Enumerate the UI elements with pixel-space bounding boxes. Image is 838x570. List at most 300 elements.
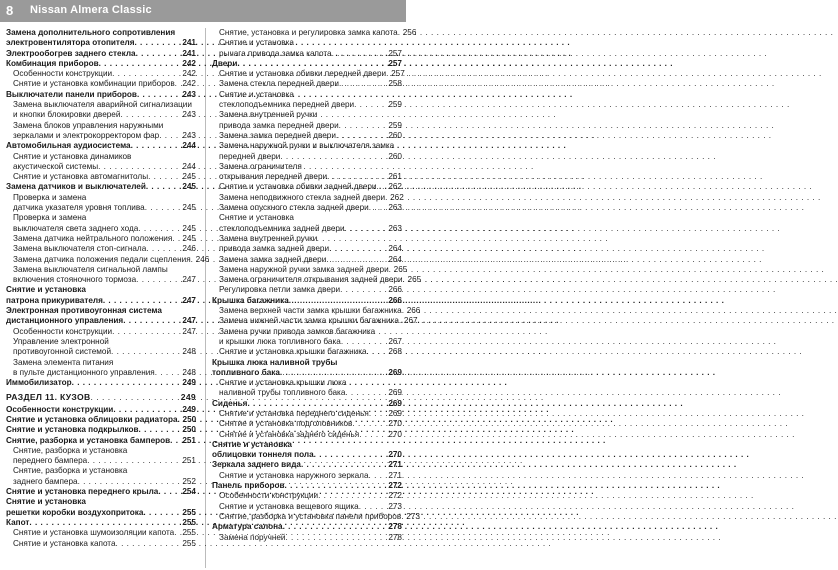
toc-leader-dots: [318, 491, 387, 501]
toc-leader-dots: [314, 450, 388, 460]
toc-page-number: 243: [182, 110, 196, 120]
toc-leader-dots: [326, 255, 387, 265]
toc-page-number: 242: [182, 79, 196, 89]
toc-page-number: 269: [388, 398, 402, 408]
toc-entry-title: Панель приборов: [212, 481, 285, 491]
toc-entry[interactable]: [212, 316, 418, 326]
toc-entry-title: Снятие и установка заднего сиденья: [219, 429, 360, 439]
toc-page-number: 278: [388, 532, 402, 542]
toc-entry-title: электровентилятора отопителя: [6, 38, 135, 48]
toc-entry-title: Замена датчика нейтрального положения: [13, 233, 173, 243]
toc-entry[interactable]: [212, 306, 421, 316]
toc-leader-dots: [237, 59, 387, 69]
toc-entry[interactable]: [212, 79, 402, 89]
toc-entry-line: Снятие и установка: [219, 213, 294, 223]
toc-entry-line: Проверка и замена: [13, 213, 87, 223]
toc-page-number: 247: [182, 275, 196, 285]
toc-page-number: 255: [182, 528, 196, 538]
toc-entry-line: Замена блоков управления наружными: [13, 120, 164, 130]
toc-entry-title: Электрообогрев заднего стекла: [6, 48, 136, 58]
toc-entry-line: Замена дополнительного сопротивления: [6, 28, 176, 37]
toc-leader-dots: [369, 471, 388, 481]
toc-entry[interactable]: [212, 182, 402, 192]
toc-page-number: 247: [182, 326, 196, 336]
toc-leader-dots: [174, 528, 181, 538]
toc-entry[interactable]: [6, 477, 196, 487]
toc-leader-dots: [341, 337, 388, 347]
toc-entry[interactable]: [6, 49, 196, 59]
toc-entry[interactable]: [212, 152, 402, 162]
toc-entry-title: облицовки тоннеля пола: [212, 450, 314, 460]
toc-entry-title: зеркалами и электрокорректором фар: [13, 130, 160, 140]
toc-page-number: 264: [388, 254, 402, 264]
toc-entry[interactable]: [6, 347, 196, 357]
toc-page-number: 248: [182, 347, 196, 357]
toc-page-number: 265: [407, 275, 422, 285]
toc-leader-dots: [143, 508, 181, 518]
toc-page-number: 254: [182, 487, 196, 497]
toc-page-number: 245: [182, 223, 196, 233]
toc-entry[interactable]: [212, 255, 402, 265]
toc-page-number: 271: [388, 470, 402, 480]
toc-entry-title: Замена верхней части замка крышки багажника: [219, 306, 402, 316]
toc-leader-dots: [139, 425, 182, 435]
toc-entry[interactable]: [6, 425, 196, 435]
toc-page-number: 250: [182, 425, 196, 435]
toc-entry-title: патрона прикуривателя: [6, 295, 103, 305]
toc-leader-dots: [339, 121, 388, 131]
toc-page-number: 266: [406, 306, 421, 316]
toc-entry[interactable]: [212, 121, 402, 131]
toc-entry-title: Особенности конструкции: [6, 404, 114, 414]
toc-entry-title: Снятие и установка комбинации приборов: [13, 79, 175, 89]
toc-entry[interactable]: [212, 511, 420, 522]
toc-leader-dots: [148, 172, 181, 182]
toc-entry-line: Снятие и установка крышки люка: [219, 378, 347, 388]
toc-entry-title: Капот: [6, 517, 30, 527]
toc-page-number: 250: [182, 414, 197, 424]
toc-page-number: 272: [388, 491, 402, 501]
toc-entry-line: Снятие и установка: [6, 497, 86, 507]
toc-entry-title: привода замка передней двери: [219, 120, 339, 130]
toc-page-number: 263: [388, 223, 402, 233]
toc-entry[interactable]: [212, 368, 402, 378]
toc-leader-dots: [286, 533, 388, 543]
toc-entry[interactable]: [212, 172, 402, 182]
toc-entry[interactable]: [212, 388, 402, 398]
toc-entry-title: Сиденья: [212, 398, 248, 408]
toc-entry-line: Снятие и установка: [212, 439, 292, 449]
toc-entry-title: Снятие и установка подголовников: [219, 419, 353, 429]
toc-page-number: 264: [388, 244, 402, 254]
toc-entry[interactable]: [6, 368, 196, 378]
toc-entry-title: Замена замка передней двери: [219, 130, 336, 140]
toc-entry-title: Снятие и установка капота: [13, 538, 116, 548]
toc-leader-dots: [134, 38, 181, 48]
toc-page-number: 262: [390, 192, 404, 202]
toc-entry-title: Двери: [212, 58, 238, 68]
toc-leader-dots: [359, 430, 387, 440]
toc-entry-title: РАЗДЕЛ 11. КУЗОВ: [6, 392, 91, 403]
toc-entry[interactable]: [6, 378, 196, 388]
toc-entry-title: Иммобилизатор: [6, 378, 72, 388]
toc-entry[interactable]: [6, 405, 196, 415]
toc-entry-title: включения стояночного тормоза: [13, 275, 137, 285]
toc-entry[interactable]: [212, 460, 402, 470]
toc-entry[interactable]: [212, 285, 402, 295]
toc-entry-line: Снятие, разборка и установка: [13, 466, 128, 476]
toc-leader-dots: [90, 392, 179, 402]
toc-leader-dots: [112, 327, 181, 337]
toc-entry[interactable]: [6, 59, 196, 69]
toc-entry-title: переднего бампера: [13, 456, 88, 466]
toc-page-number: 273: [406, 511, 420, 521]
toc-leader-dots: [170, 436, 181, 446]
toc-leader-dots: [29, 518, 181, 528]
toc-entry-title: Регулировка петли замка двери: [219, 285, 341, 295]
toc-page-number: 272: [388, 481, 402, 491]
toc-page-number: 259: [388, 100, 402, 110]
toc-leader-dots: [113, 405, 181, 415]
toc-entry[interactable]: [212, 533, 402, 543]
toc-leader-dots: [369, 203, 388, 213]
toc-leader-dots: [136, 275, 181, 285]
toc-entry-title: открывания передней двери: [219, 172, 328, 182]
toc-entry[interactable]: [6, 234, 196, 244]
toc-entry-title: и кнопки блокировки дверей: [13, 110, 121, 120]
toc-leader-dots: [280, 152, 387, 162]
book-title: Nissan Almera Classic: [30, 4, 152, 16]
toc-entry[interactable]: [212, 224, 402, 234]
toc-left-column: [6, 28, 210, 549]
toc-entry-line: Проверка и замена: [13, 192, 87, 202]
toc-entry-line: Замена ограничителя: [219, 161, 302, 171]
toc-entry-title: Снятие и установка шумоизоляции капота: [13, 528, 175, 538]
toc-page-number: 271: [388, 460, 402, 470]
toc-page-number: 278: [388, 522, 402, 532]
toc-entry[interactable]: [212, 264, 408, 275]
toc-leader-dots: [377, 182, 388, 192]
toc-leader-dots: [120, 110, 181, 120]
toc-page-number: 251: [182, 435, 196, 445]
toc-entry-title: стеклоподъемника задней двери: [219, 223, 345, 233]
toc-leader-dots: [285, 481, 388, 491]
toc-entry-title: Выключатели панели приборов: [6, 89, 137, 99]
toc-page-number: 241: [182, 38, 196, 48]
toc-entry[interactable]: [212, 28, 417, 38]
toc-leader-dots: [301, 460, 387, 470]
toc-leader-dots: [340, 285, 387, 295]
toc-page-number: 263: [388, 203, 402, 213]
toc-entry[interactable]: [6, 244, 196, 254]
toc-entry-title: Замена поручней: [219, 532, 286, 542]
toc-page-number: 249: [180, 392, 196, 403]
toc-entry-title: Снятие и установка облицовки радиатора: [6, 414, 178, 424]
toc-entry[interactable]: [212, 481, 402, 491]
toc-entry[interactable]: [6, 275, 196, 285]
toc-page-number: 262: [388, 182, 402, 192]
toc-entry-line: Снятие и установка: [219, 38, 294, 48]
toc-entry-title: Особенности конструкции: [13, 69, 113, 79]
toc-entry-title: Снятие и установка переднего крыла: [6, 487, 159, 497]
toc-entry-title: Автомобильная аудиосистема: [6, 141, 131, 151]
toc-entry-title: Зеркала заднего вида: [212, 460, 301, 470]
toc-entry[interactable]: [6, 203, 196, 213]
toc-entry[interactable]: [6, 182, 196, 192]
toc-page-number: 260: [388, 130, 402, 140]
toc-entry-line: Снятие и установка: [6, 285, 86, 295]
toc-leader-dots: [131, 141, 182, 151]
toc-page-number: 245: [182, 203, 196, 213]
toc-page-number: 245: [182, 182, 196, 192]
toc-leader-dots: [172, 234, 181, 244]
toc-entry-line: Замена выключателя аварийной сигнализации: [13, 100, 192, 110]
toc-entry[interactable]: [212, 522, 402, 532]
toc-entry[interactable]: [212, 337, 402, 347]
toc-page-number: 270: [388, 419, 402, 429]
toc-page-number: 252: [182, 476, 196, 486]
toc-leader-dots: [345, 388, 387, 398]
toc-entry[interactable]: [212, 491, 402, 501]
toc-entry-line: Замена элемента питания: [13, 357, 114, 367]
page-number: 8: [6, 3, 14, 18]
toc-entry[interactable]: [6, 172, 196, 182]
toc-page-number: 261: [388, 172, 402, 182]
toc-entry[interactable]: [6, 487, 196, 497]
toc-entry[interactable]: [212, 419, 402, 429]
toc-entry-line: Снятие и установка: [219, 89, 294, 99]
toc-entry-title: Снятие, разборка и установка панели приборов: [219, 511, 402, 521]
toc-leader-dots: [146, 244, 181, 254]
toc-entry-title: Крышка багажника: [212, 295, 289, 305]
toc-entry-line: Замена внутренней ручки: [219, 110, 318, 120]
toc-entry[interactable]: [6, 392, 196, 402]
toc-entry-title: и крышки люка топливного бака: [219, 336, 341, 346]
toc-entry-title: привода замка задней двери: [219, 244, 330, 254]
toc-leader-dots: [175, 79, 182, 89]
toc-entry-title: Замена наружной ручки замка задней двери: [219, 264, 389, 274]
toc-page-number: 266: [388, 295, 402, 305]
toc-entry[interactable]: [212, 347, 402, 357]
toc-entry[interactable]: [212, 409, 402, 419]
toc-leader-dots: [369, 409, 388, 419]
toc-entry-title: Замена ограничителя открывания задней двери: [219, 275, 403, 285]
toc-entry-title: Замена нижней части замка крышки багажника: [219, 316, 399, 326]
toc-leader-dots: [78, 477, 182, 487]
toc-leader-dots: [137, 90, 181, 100]
toc-page-number: 269: [388, 388, 402, 398]
toc-entry-line: Снятие и установка динамиков: [13, 151, 132, 161]
toc-entry[interactable]: [212, 49, 402, 59]
toc-entry[interactable]: [212, 450, 402, 460]
toc-page-number: 249: [182, 378, 196, 388]
toc-leader-dots: [336, 131, 387, 141]
toc-entry[interactable]: [6, 110, 196, 120]
toc-page-number: 243: [182, 89, 196, 99]
toc-page-number: 266: [388, 285, 402, 295]
toc-page-number: 242: [182, 58, 196, 68]
toc-leader-dots: [145, 203, 182, 213]
toc-entry[interactable]: [212, 296, 402, 306]
toc-page-number: 269: [388, 408, 402, 418]
toc-leader-dots: [352, 419, 387, 429]
toc-entry[interactable]: [6, 316, 196, 326]
toc-entry[interactable]: [212, 193, 402, 203]
toc-leader-dots: [87, 456, 181, 466]
toc-page-number: 245: [182, 172, 196, 182]
toc-entry-title: датчика указателя уровня топлива: [13, 203, 145, 213]
toc-entry-title: Снятие и установка крышки багажника: [219, 347, 367, 357]
toc-entry-title: в пульте дистанционного управления: [13, 367, 155, 377]
toc-entry-title: Замена неподвижного стекла задней двери: [219, 192, 386, 202]
toc-entry-title: Замена выключателя стоп-сигнала: [13, 244, 147, 254]
toc-page-number: 243: [182, 130, 196, 140]
toc-entry-title: Снятие и установка подкрылков: [6, 425, 139, 435]
toc-page-number: 247: [182, 316, 196, 326]
toc-entry[interactable]: [6, 141, 196, 151]
toc-page-number: 257: [388, 48, 402, 58]
toc-page-number: 241: [182, 48, 196, 58]
toc-entry[interactable]: [212, 399, 402, 409]
toc-page-number: 248: [182, 367, 196, 377]
toc-entry-title: выключателя света заднего хода: [13, 223, 139, 233]
toc-entry[interactable]: [212, 502, 402, 512]
toc-page-number: 255: [182, 507, 196, 517]
toc-leader-dots: [155, 368, 182, 378]
toc-leader-dots: [138, 224, 181, 234]
toc-leader-dots: [146, 182, 181, 192]
toc-leader-dots: [345, 224, 388, 234]
toc-entry-line: Замена внутренней ручки: [219, 233, 318, 243]
toc-entry[interactable]: [212, 430, 402, 440]
toc-entry[interactable]: [6, 90, 196, 100]
toc-leader-dots: [72, 378, 182, 388]
toc-entry[interactable]: [212, 100, 402, 110]
toc-page-number: 259: [388, 120, 402, 130]
toc-entry[interactable]: [6, 69, 196, 79]
toc-entry-title: Снятие и установка вещевого ящика: [219, 501, 359, 511]
toc-entry[interactable]: [6, 296, 196, 306]
toc-entry-title: противоугонной системой: [13, 347, 112, 357]
toc-entry-title: Замена опускного стекла задней двери: [219, 203, 369, 213]
toc-entry-title: Снятие и установка обивки задней двери: [219, 182, 377, 192]
toc-entry-line: Управление электронной: [13, 336, 109, 346]
toc-page-number: 269: [388, 367, 402, 377]
toc-entry[interactable]: [6, 254, 210, 265]
toc-page-number: 268: [388, 347, 402, 357]
toc-entry[interactable]: [6, 38, 196, 48]
toc-page-number: 255: [182, 538, 196, 548]
toc-entry[interactable]: [6, 436, 196, 446]
toc-entry-title: Снятие и установка обивки передней двери: [219, 69, 387, 79]
toc-entry-title: передней двери: [219, 151, 281, 161]
toc-leader-dots: [112, 69, 181, 79]
toc-leader-dots: [359, 502, 388, 512]
toc-page-number: 255: [182, 517, 196, 527]
toc-leader-dots: [136, 49, 182, 59]
toc-page-number: 257: [388, 58, 402, 68]
toc-entry[interactable]: [6, 508, 196, 518]
toc-leader-dots: [367, 347, 388, 357]
toc-leader-dots: [332, 49, 388, 59]
toc-page-number: 249: [182, 404, 196, 414]
toc-entry[interactable]: [212, 203, 402, 213]
toc-entry[interactable]: [6, 518, 196, 528]
toc-leader-dots: [116, 539, 182, 549]
toc-leader-dots: [283, 522, 388, 532]
toc-entry[interactable]: [212, 275, 422, 285]
toc-leader-dots: [280, 368, 387, 378]
toc-entry-title: Замена замка задней двери: [219, 254, 327, 264]
toc-entry-line: Замена наружной ручки и выключателя замка: [219, 141, 395, 151]
toc-entry[interactable]: [6, 79, 196, 89]
toc-page-number: 245: [182, 233, 196, 243]
toc-page-number: 256: [402, 28, 417, 37]
toc-page-number: 257: [391, 69, 405, 79]
toc-leader-dots: [289, 296, 388, 306]
toc-leader-dots: [247, 399, 387, 409]
toc-entry-title: дистанционного управления: [6, 316, 124, 326]
toc-entry-title: Замена датчиков и выключателей: [6, 182, 146, 192]
toc-entry-title: Снятие, установка и регулировка замка капота: [219, 28, 398, 37]
toc-page-number: 251: [182, 456, 196, 466]
toc-page-number: 244: [182, 141, 196, 151]
toc-entry-title: стеклоподъемника передней двери: [219, 100, 355, 110]
toc-entry[interactable]: [6, 415, 196, 425]
toc-entry-title: Замена стекла передней двери: [219, 79, 339, 89]
toc-leader-dots: [99, 59, 182, 69]
toc-entry-line: Снятие, разборка и установка: [13, 445, 128, 455]
toc-leader-dots: [158, 487, 181, 497]
toc-entry-line: Замена выключателя сигнальной лампы: [13, 264, 168, 274]
page-header: [0, 0, 406, 22]
toc-entry-title: топливного бака: [212, 367, 280, 377]
toc-page-number: 270: [388, 429, 402, 439]
toc-entry[interactable]: [6, 539, 196, 549]
toc-entry[interactable]: [212, 471, 402, 481]
toc-leader-dots: [329, 244, 387, 254]
toc-entry[interactable]: [6, 162, 196, 172]
toc-page-number: 246: [182, 244, 196, 254]
toc-leader-dots: [98, 162, 181, 172]
toc-entry[interactable]: [6, 224, 196, 234]
toc-page-number: 258: [388, 79, 402, 89]
toc-page-number: 244: [182, 161, 196, 171]
toc-page-number: 247: [182, 295, 196, 305]
toc-entry[interactable]: [6, 327, 196, 337]
toc-entry-title: рычага привода замка капота: [219, 48, 332, 58]
toc-page-number: 265: [393, 264, 408, 274]
toc-entry-title: Арматура салона: [212, 522, 283, 532]
toc-page-number: 242: [182, 69, 196, 79]
toc-entry[interactable]: [212, 69, 405, 79]
toc-leader-dots: [327, 172, 387, 182]
toc-entry[interactable]: [6, 528, 196, 538]
toc-entry[interactable]: [212, 244, 402, 254]
toc-entry-title: Комбинация приборов: [6, 58, 99, 68]
toc-entry[interactable]: [6, 456, 196, 466]
toc-entry-title: Снятие и установка автомагнитолы: [13, 172, 149, 182]
toc-page-number: 267: [403, 316, 418, 326]
toc-leader-dots: [123, 316, 181, 326]
toc-entry-title: Снятие и установка переднего сиденья: [219, 408, 369, 418]
toc-entry-title: Особенности конструкции: [219, 491, 319, 501]
toc-entry[interactable]: [6, 131, 196, 141]
toc-entry-title: Снятие и установка наружного зеркала: [219, 470, 369, 480]
toc-entry-title: решетки коробки воздухопритока: [6, 507, 144, 517]
toc-entry[interactable]: [212, 59, 402, 69]
toc-entry[interactable]: [212, 131, 402, 141]
